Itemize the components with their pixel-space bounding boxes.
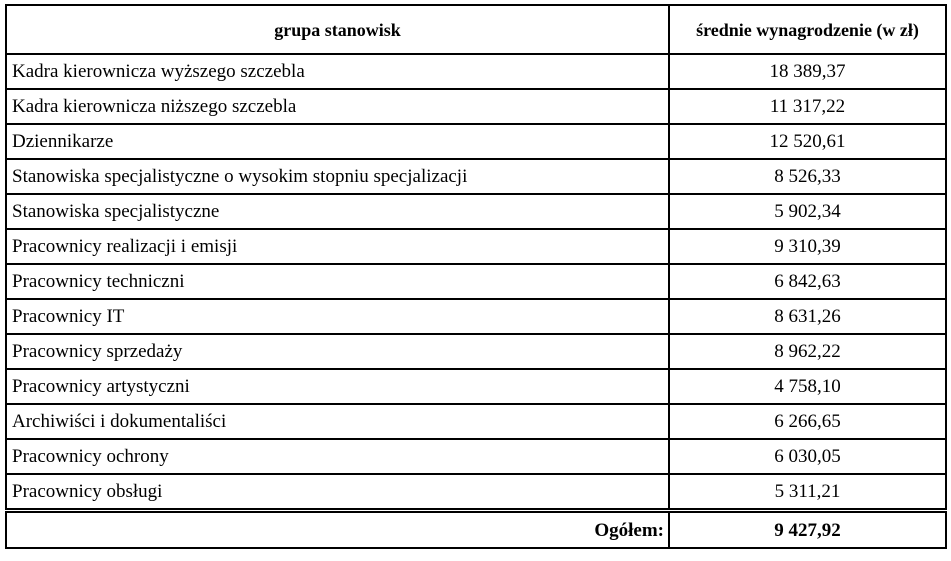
table-row — [6, 264, 946, 299]
header-position-group: grupa stanowisk — [6, 5, 669, 54]
table-header-row — [6, 5, 946, 54]
row-average-salary: 18 389,37 — [669, 54, 946, 89]
row-position-group: Pracownicy artystyczni — [6, 369, 669, 404]
row-average-salary: 11 317,22 — [669, 89, 946, 124]
table-row — [6, 194, 946, 229]
row-position-group: Pracownicy techniczni — [6, 264, 669, 299]
table-row — [6, 54, 946, 89]
row-position-group: Pracownicy sprzedaży — [6, 334, 669, 369]
table-row — [6, 89, 946, 124]
table-row — [6, 159, 946, 194]
row-average-salary: 8 526,33 — [669, 159, 946, 194]
row-average-salary: 9 310,39 — [669, 229, 946, 264]
row-position-group: Stanowiska specjalistyczne o wysokim stopniu specjalizacji — [6, 159, 669, 194]
row-position-group: Stanowiska specjalistyczne — [6, 194, 669, 229]
row-average-salary: 6 842,63 — [669, 264, 946, 299]
row-average-salary: 8 631,26 — [669, 299, 946, 334]
row-position-group: Pracownicy ochrony — [6, 439, 669, 474]
salary-table — [5, 4, 947, 549]
table-row — [6, 229, 946, 264]
row-position-group: Dziennikarze — [6, 124, 669, 159]
salary-table-container — [5, 4, 945, 549]
header-average-salary: średnie wynagrodzenie (w zł) — [669, 5, 946, 54]
row-position-group: Pracownicy IT — [6, 299, 669, 334]
row-position-group: Pracownicy realizacji i emisji — [6, 229, 669, 264]
table-row — [6, 439, 946, 474]
table-body — [6, 54, 946, 511]
row-position-group: Archiwiści i dokumentaliści — [6, 404, 669, 439]
row-position-group: Kadra kierownicza niższego szczebla — [6, 89, 669, 124]
row-position-group: Kadra kierownicza wyższego szczebla — [6, 54, 669, 89]
row-position-group: Pracownicy obsługi — [6, 474, 669, 511]
table-row — [6, 124, 946, 159]
table-row — [6, 474, 946, 511]
row-average-salary: 6 030,05 — [669, 439, 946, 474]
row-average-salary: 5 311,21 — [669, 474, 946, 511]
total-value: 9 427,92 — [669, 511, 946, 549]
row-average-salary: 12 520,61 — [669, 124, 946, 159]
row-average-salary: 6 266,65 — [669, 404, 946, 439]
table-row — [6, 334, 946, 369]
total-row — [6, 511, 946, 549]
row-average-salary: 4 758,10 — [669, 369, 946, 404]
table-row — [6, 369, 946, 404]
row-average-salary: 8 962,22 — [669, 334, 946, 369]
row-average-salary: 5 902,34 — [669, 194, 946, 229]
table-row — [6, 299, 946, 334]
total-label: Ogółem: — [6, 511, 669, 549]
table-row — [6, 404, 946, 439]
